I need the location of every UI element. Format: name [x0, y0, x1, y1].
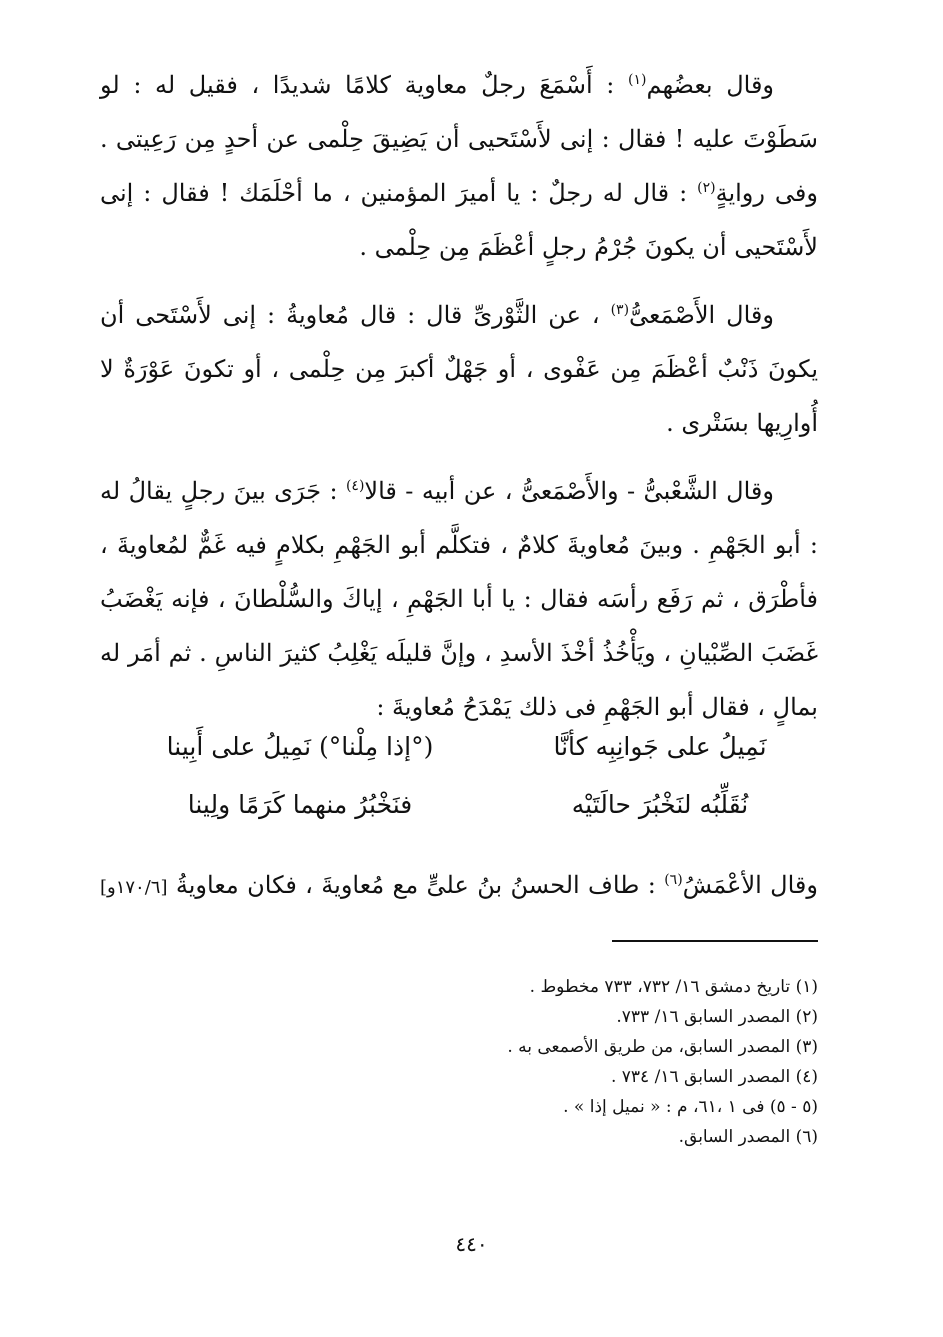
footnote: (٥ - ٥) فى ١ ،٦١، م : « نميل إذا » .: [563, 1097, 818, 1117]
verse-line: [150, 718, 810, 776]
paragraph-3: [100, 464, 818, 734]
footnotes-list: [100, 972, 818, 1152]
footnote: (٤) المصدر السابق ١٦/ ٧٣٤ .: [610, 1067, 818, 1087]
paragraph-1: [100, 58, 818, 274]
poem: [150, 718, 810, 834]
footnote-marker[interactable]: (٢): [697, 180, 716, 196]
verse-line: [150, 776, 810, 834]
footnote-marker[interactable]: (١): [628, 72, 647, 88]
footnote: (٣) المصدر السابق، من طريق الأصمعى به .: [507, 1037, 818, 1057]
main-text: [100, 58, 818, 748]
paragraph-text: : جَرَى بينَ رجلٍ يقالُ له : أبو الجَهْمِ . وبينَ مُعاويةَ كلامٌ ، فتكلَّم أبو الجَهْمِ بكلامٍ فيه غَمٌّ لمُعاويةَ ، فأطْرَق ، ثم رَفَع رأسَه فقال : يا أبا الجَهْمِ ، إياكَ والسُّلْطانَ ، فإنه يَغْضَبُ غَضَبَ الصِّبْيانِ ، ويَأْخُذُ أخْذَ الأسدِ ، وإنَّ قليلَه يَغْلِبُ كثيرَ الناسِ . ثم أمَر له بمالٍ ، فقال أبو الجَهْمِ فى ذلك يَمْدَحُ مُعاويةَ :: [100, 477, 818, 721]
paragraph-text: ، عن الثَّوْرىِّ قال : قال مُعاويةُ : إنى لأَسْتَحى أن يكونَ ذَنْبٌ أعْظَمَ مِن عَفْوى ، أو جَهْلٌ أكبرَ مِن حِلْمى ، أو تكونَ عَوْرَةٌ لا أُوارِيها بسَتْرى .: [100, 301, 818, 437]
manuscript-folio-reference: [١٧٠/٦و]: [100, 877, 168, 898]
paragraph-text: : طاف الحسنُ بنُ علىٍّ مع مُعاويةَ ، فكان معاويةُ: [175, 871, 665, 899]
footnote-marker[interactable]: (٦): [664, 872, 683, 888]
paragraph-2: [100, 288, 818, 450]
footnote: (١) تاريخ دمشق ١٦/ ٧٣٢، ٧٣٣ مخطوط .: [529, 977, 818, 997]
paragraph-text: : قال له رجلٌ : يا أميرَ المؤمنين ، ما أحْلَمَك ! فقال : إنى لأَسْتَحيى أن يكونَ جُرْمُ رجلٍ أعْظَمَ مِن حِلْمى .: [100, 179, 818, 261]
paragraph-text: : أَسْمَعَ رجلٌ معاوية كلامًا شديدًا ، فقيل له : لو سَطَوْتَ عليه ! فقال : إنى لأَسْتَحيى أن يَضِيقَ حِلْمى عن أحدٍ مِن رَعِيتى . وفى روايةٍ: [100, 71, 818, 207]
paragraph-text: وقال بعضُهم: [646, 71, 775, 99]
footnote-marker[interactable]: (٤): [345, 478, 365, 494]
paragraph-text: وقال الأَصْمَعىُّ: [629, 301, 774, 329]
verse-first-hemistich: نَمِيلُ على جَوانِبِه كأنَّا: [553, 732, 767, 761]
verse-first-hemistich: نُقَلِّبُه لنَخْبُرَ حالَتَيْه: [571, 790, 749, 819]
paragraph-text: وقال الشَّعْبىُّ - والأَصْمَعىُّ ، عن أبيه - قالا: [364, 477, 774, 505]
verse-second-hemistich: (°إذا مِلْنا°) نَمِيلُ على أَبِينا: [166, 732, 434, 761]
footnote: (٢) المصدر السابق ١٦/ ٧٣٣.: [616, 1007, 818, 1027]
footnote-separator: [612, 940, 818, 942]
page-number: ٤٤٠: [455, 1232, 488, 1256]
footnote: (٦) المصدر السابق.: [678, 1127, 818, 1147]
paragraph-text: وقال الأعْمَشُ: [682, 871, 818, 899]
verse-second-hemistich: فنَخْبُرُ منهما كَرَمًا ولِينا: [187, 790, 413, 819]
continuing-paragraph: [100, 858, 818, 915]
footnote-marker[interactable]: (٣): [610, 302, 630, 318]
